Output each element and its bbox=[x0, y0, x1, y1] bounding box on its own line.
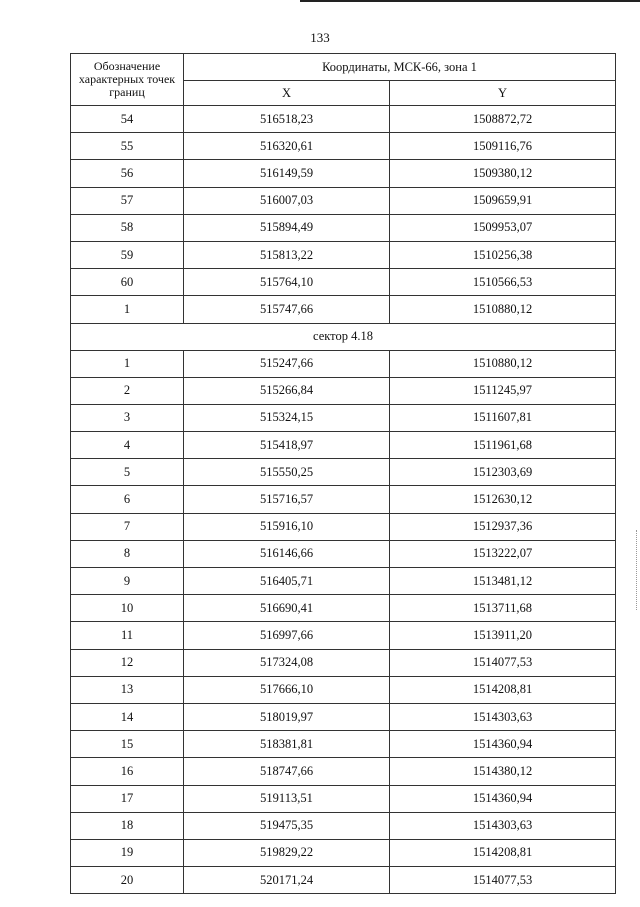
table-row bbox=[71, 160, 616, 187]
x-cell: 518381,81 bbox=[184, 731, 390, 758]
x-cell: 516007,03 bbox=[184, 187, 390, 214]
y-cell: 1512303,69 bbox=[390, 459, 616, 486]
x-cell: 515266,84 bbox=[184, 377, 390, 404]
point-cell: 2 bbox=[71, 377, 184, 404]
point-cell: 19 bbox=[71, 839, 184, 866]
point-cell: 12 bbox=[71, 649, 184, 676]
table-row bbox=[71, 214, 616, 241]
point-cell: 1 bbox=[71, 350, 184, 377]
table-row bbox=[71, 133, 616, 160]
point-cell: 13 bbox=[71, 676, 184, 703]
y-cell: 1510880,12 bbox=[390, 296, 616, 323]
point-cell: 6 bbox=[71, 486, 184, 513]
y-cell: 1509953,07 bbox=[390, 214, 616, 241]
y-cell: 1514208,81 bbox=[390, 676, 616, 703]
table-row bbox=[71, 377, 616, 404]
x-cell: 516405,71 bbox=[184, 568, 390, 595]
x-cell: 519475,35 bbox=[184, 812, 390, 839]
table-row bbox=[71, 785, 616, 812]
x-cell: 515418,97 bbox=[184, 432, 390, 459]
y-cell: 1514077,53 bbox=[390, 649, 616, 676]
x-cell: 515747,66 bbox=[184, 296, 390, 323]
table-row bbox=[71, 404, 616, 431]
table-row bbox=[71, 758, 616, 785]
x-cell: 516518,23 bbox=[184, 106, 390, 133]
sector-label: сектор 4.18 bbox=[71, 323, 616, 350]
x-cell: 516997,66 bbox=[184, 622, 390, 649]
point-cell: 16 bbox=[71, 758, 184, 785]
table-body-top bbox=[71, 106, 616, 324]
y-cell: 1509116,76 bbox=[390, 133, 616, 160]
point-cell: 3 bbox=[71, 404, 184, 431]
table-row bbox=[71, 432, 616, 459]
header-y: Y bbox=[390, 81, 616, 106]
point-cell: 1 bbox=[71, 296, 184, 323]
y-cell: 1513711,68 bbox=[390, 595, 616, 622]
point-cell: 55 bbox=[71, 133, 184, 160]
table-row bbox=[71, 649, 616, 676]
y-cell: 1512937,36 bbox=[390, 513, 616, 540]
x-cell: 519829,22 bbox=[184, 839, 390, 866]
point-cell: 57 bbox=[71, 187, 184, 214]
table-row bbox=[71, 241, 616, 268]
y-cell: 1513481,12 bbox=[390, 568, 616, 595]
x-cell: 516690,41 bbox=[184, 595, 390, 622]
x-cell: 516146,66 bbox=[184, 540, 390, 567]
table-row bbox=[71, 703, 616, 730]
table-row bbox=[71, 812, 616, 839]
x-cell: 517324,08 bbox=[184, 649, 390, 676]
x-cell: 515324,15 bbox=[184, 404, 390, 431]
point-cell: 7 bbox=[71, 513, 184, 540]
point-cell: 58 bbox=[71, 214, 184, 241]
table-row bbox=[71, 731, 616, 758]
header-x: X bbox=[184, 81, 390, 106]
top-rule bbox=[300, 0, 640, 2]
y-cell: 1509659,91 bbox=[390, 187, 616, 214]
point-cell: 15 bbox=[71, 731, 184, 758]
y-cell: 1514077,53 bbox=[390, 867, 616, 894]
point-cell: 11 bbox=[71, 622, 184, 649]
x-cell: 515716,57 bbox=[184, 486, 390, 513]
point-cell: 17 bbox=[71, 785, 184, 812]
point-cell: 9 bbox=[71, 568, 184, 595]
table-row bbox=[71, 676, 616, 703]
table-row bbox=[71, 568, 616, 595]
table-row bbox=[71, 540, 616, 567]
point-cell: 56 bbox=[71, 160, 184, 187]
header-points: Обозначение характерных точек границ bbox=[71, 54, 184, 106]
table-body-sector-header bbox=[71, 323, 616, 350]
y-cell: 1508872,72 bbox=[390, 106, 616, 133]
table-row bbox=[71, 839, 616, 866]
point-cell: 59 bbox=[71, 241, 184, 268]
x-cell: 515813,22 bbox=[184, 241, 390, 268]
table-row bbox=[71, 187, 616, 214]
scan-edge-marks bbox=[636, 530, 640, 610]
y-cell: 1511245,97 bbox=[390, 377, 616, 404]
point-cell: 18 bbox=[71, 812, 184, 839]
table-row bbox=[71, 595, 616, 622]
y-cell: 1514208,81 bbox=[390, 839, 616, 866]
point-cell: 8 bbox=[71, 540, 184, 567]
point-cell: 60 bbox=[71, 269, 184, 296]
y-cell: 1512630,12 bbox=[390, 486, 616, 513]
table-header-row bbox=[71, 54, 616, 81]
y-cell: 1510880,12 bbox=[390, 350, 616, 377]
page-number: 133 bbox=[310, 30, 330, 45]
table-row bbox=[71, 269, 616, 296]
table-row bbox=[71, 106, 616, 133]
y-cell: 1513911,20 bbox=[390, 622, 616, 649]
table-row bbox=[71, 350, 616, 377]
x-cell: 519113,51 bbox=[184, 785, 390, 812]
y-cell: 1511607,81 bbox=[390, 404, 616, 431]
x-cell: 517666,10 bbox=[184, 676, 390, 703]
x-cell: 518747,66 bbox=[184, 758, 390, 785]
table-row bbox=[71, 459, 616, 486]
y-cell: 1510566,53 bbox=[390, 269, 616, 296]
point-cell: 5 bbox=[71, 459, 184, 486]
x-cell: 515894,49 bbox=[184, 214, 390, 241]
x-cell: 515550,25 bbox=[184, 459, 390, 486]
x-cell: 515764,10 bbox=[184, 269, 390, 296]
x-cell: 518019,97 bbox=[184, 703, 390, 730]
sector-row bbox=[71, 323, 616, 350]
y-cell: 1511961,68 bbox=[390, 432, 616, 459]
table-row bbox=[71, 486, 616, 513]
point-cell: 54 bbox=[71, 106, 184, 133]
x-cell: 515247,66 bbox=[184, 350, 390, 377]
x-cell: 516320,61 bbox=[184, 133, 390, 160]
y-cell: 1514303,63 bbox=[390, 703, 616, 730]
y-cell: 1514303,63 bbox=[390, 812, 616, 839]
coordinates-table bbox=[70, 53, 616, 894]
y-cell: 1510256,38 bbox=[390, 241, 616, 268]
x-cell: 520171,24 bbox=[184, 867, 390, 894]
y-cell: 1513222,07 bbox=[390, 540, 616, 567]
y-cell: 1509380,12 bbox=[390, 160, 616, 187]
table-row bbox=[71, 622, 616, 649]
x-cell: 516149,59 bbox=[184, 160, 390, 187]
point-cell: 20 bbox=[71, 867, 184, 894]
y-cell: 1514360,94 bbox=[390, 785, 616, 812]
point-cell: 14 bbox=[71, 703, 184, 730]
table-row bbox=[71, 296, 616, 323]
point-cell: 4 bbox=[71, 432, 184, 459]
table-row bbox=[71, 513, 616, 540]
x-cell: 515916,10 bbox=[184, 513, 390, 540]
table-row bbox=[71, 867, 616, 894]
y-cell: 1514380,12 bbox=[390, 758, 616, 785]
table-body-sector bbox=[71, 350, 616, 894]
header-coordinates: Координаты, МСК-66, зона 1 bbox=[184, 54, 616, 81]
point-cell: 10 bbox=[71, 595, 184, 622]
y-cell: 1514360,94 bbox=[390, 731, 616, 758]
